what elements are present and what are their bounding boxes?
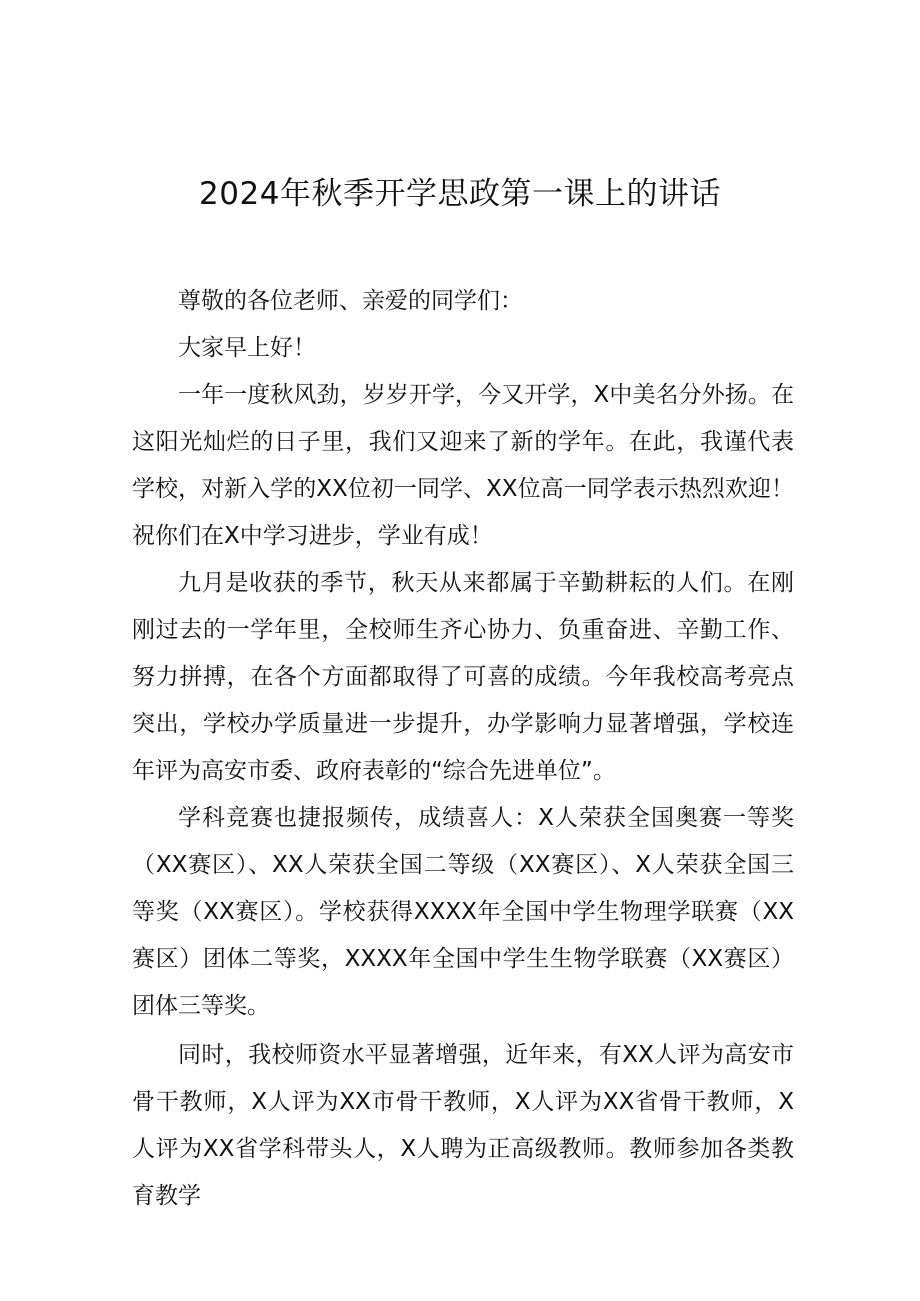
paragraph-faculty: 同时，我校师资水平显著增强，近年来，有XX人评为高安市骨干教师，X人评为XX市骨干教师，X人评为XX省骨干教师，X人评为XX省学科带头人，X人聘为正高级教师。教师参加各类教育教学	[132, 1042, 794, 1209]
paragraph-achievements: 九月是收获的季节，秋天从来都属于辛勤耕耘的人们。在刚刚过去的一学年里，全校师生齐心协力、负重奋进、辛勤工作、努力拼搏，在各个方面都取得了可喜的成绩。今年我校高考亮点突出，学校办学质量进一步提升，办学影响力显著增强，学校连年评为高安市委、政府表彰的“综合先进单位”。	[132, 570, 794, 784]
paragraph-competitions: 学科竞赛也捷报频传，成绩喜人：X人荣获全国奥赛一等奖（XX赛区）、XX人荣获全国二等级（XX赛区）、X人荣获全国三等奖（XX赛区）。学校获得XXXX年全国中学生物理学联赛（XX赛区）团体二等奖，XXXX年全国中学生生物学联赛（XX赛区）团体三等奖。	[132, 805, 794, 1019]
paragraph-welcome: 一年一度秋风劲，岁岁开学，今又开学，X中美名分外扬。在这阳光灿烂的日子里，我们又迎来了新的学年。在此，我谨代表学校，对新入学的XX位初一同学、XX位高一同学表示热烈欢迎！祝你们在X中学习进步，学业有成！	[132, 382, 794, 549]
page-title: 2024年秋季开学思政第一课上的讲话	[199, 176, 721, 212]
paragraph-salutation: 尊敬的各位老师、亲爱的同学们：	[178, 288, 523, 314]
speech-body	[132, 278, 794, 1220]
paragraph-greeting: 大家早上好！	[178, 335, 316, 361]
